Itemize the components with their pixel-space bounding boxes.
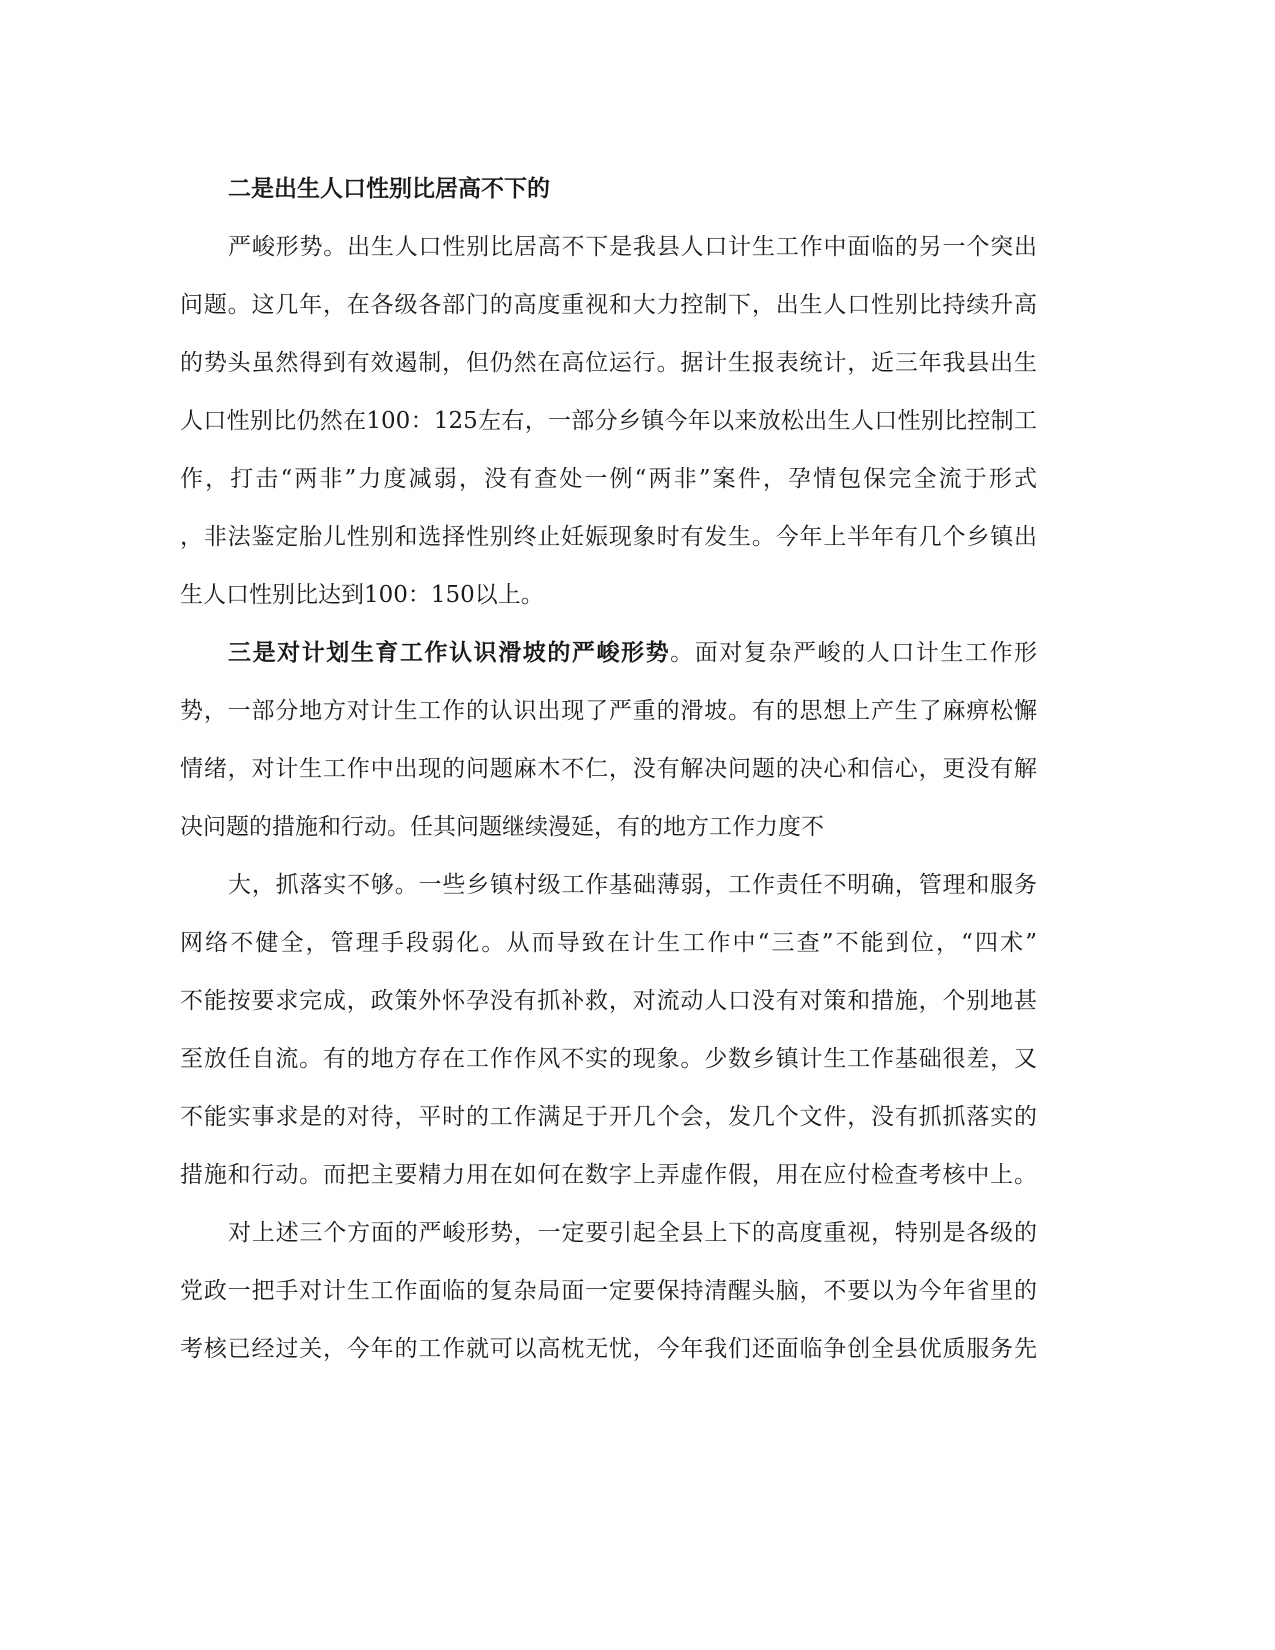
paragraph-line-with-heading xyxy=(180,624,1037,682)
paragraph-line: 不能实事求是的对待，平时的工作满足于开几个会，发几个文件，没有抓抓落实的 xyxy=(180,1104,1037,1130)
paragraph-line: 严峻形势。出生人口性别比居高不下是我县人口计生工作中面临的另一个突出 xyxy=(228,234,1037,260)
paragraph-line: 势，一部分地方对计生工作的认识出现了严重的滑坡。有的思想上产生了麻痹松懈 xyxy=(180,698,1037,724)
paragraph-line: 至放任自流。有的地方存在工作作风不实的现象。少数乡镇计生工作基础很差，又 xyxy=(180,1046,1037,1072)
paragraph-4 xyxy=(180,856,1037,1204)
section-heading-3: 三是对计划生育工作认识滑坡的严峻形势 xyxy=(228,640,671,666)
paragraph-line: 作，打击“两非”力度减弱，没有查处一例“两非”案件，孕情包保完全流于形式 xyxy=(180,466,1037,492)
paragraph-line: 不能按要求完成，政策外怀孕没有抓补救，对流动人口没有对策和措施，个别地甚 xyxy=(180,988,1037,1014)
paragraph-line: 网络不健全，管理手段弱化。从而导致在计生工作中“三查”不能到位，“四术” xyxy=(180,930,1037,956)
paragraph-line: 人口性别比仍然在100：125左右，一部分乡镇今年以来放松出生人口性别比控制工 xyxy=(180,408,1037,434)
paragraph-line: 对上述三个方面的严峻形势，一定要引起全县上下的高度重视，特别是各级的 xyxy=(228,1220,1037,1246)
paragraph-line: 决问题的措施和行动。任其问题继续漫延，有的地方工作力度不 xyxy=(180,814,824,840)
paragraph-line: 考核已经过关，今年的工作就可以高枕无忧，今年我们还面临争创全县优质服务先 xyxy=(180,1336,1037,1362)
paragraph-line: 生人口性别比达到100：150以上。 xyxy=(180,582,544,608)
paragraph-line: 措施和行动。而把主要精力用在如何在数字上弄虚作假，用在应付检查考核中上。 xyxy=(180,1162,1037,1188)
paragraph-line-rest: 。面对复杂严峻的人口计生工作形 xyxy=(670,640,1037,666)
paragraph-3 xyxy=(180,624,1037,856)
paragraph-line: 问题。这几年，在各级各部门的高度重视和大力控制下，出生人口性别比持续升高 xyxy=(180,292,1037,318)
paragraph-line: 党政一把手对计生工作面临的复杂局面一定要保持清醒头脑，不要以为今年省里的 xyxy=(180,1278,1037,1304)
paragraph-line: 大，抓落实不够。一些乡镇村级工作基础薄弱，工作责任不明确，管理和服务 xyxy=(228,872,1037,898)
section-heading-2: 二是出生人口性别比居高不下的 xyxy=(228,176,550,202)
paragraph-5 xyxy=(180,1204,1037,1378)
document-body xyxy=(180,160,1037,1378)
paragraph-line: 的势头虽然得到有效遏制，但仍然在高位运行。据计生报表统计，近三年我县出生 xyxy=(180,350,1037,376)
paragraph-line: ，非法鉴定胎儿性别和选择性别终止妊娠现象时有发生。今年上半年有几个乡镇出 xyxy=(180,524,1037,550)
paragraph-line: 情绪，对计生工作中出现的问题麻木不仁，没有解决问题的决心和信心，更没有解 xyxy=(180,756,1037,782)
paragraph-2 xyxy=(180,218,1037,624)
